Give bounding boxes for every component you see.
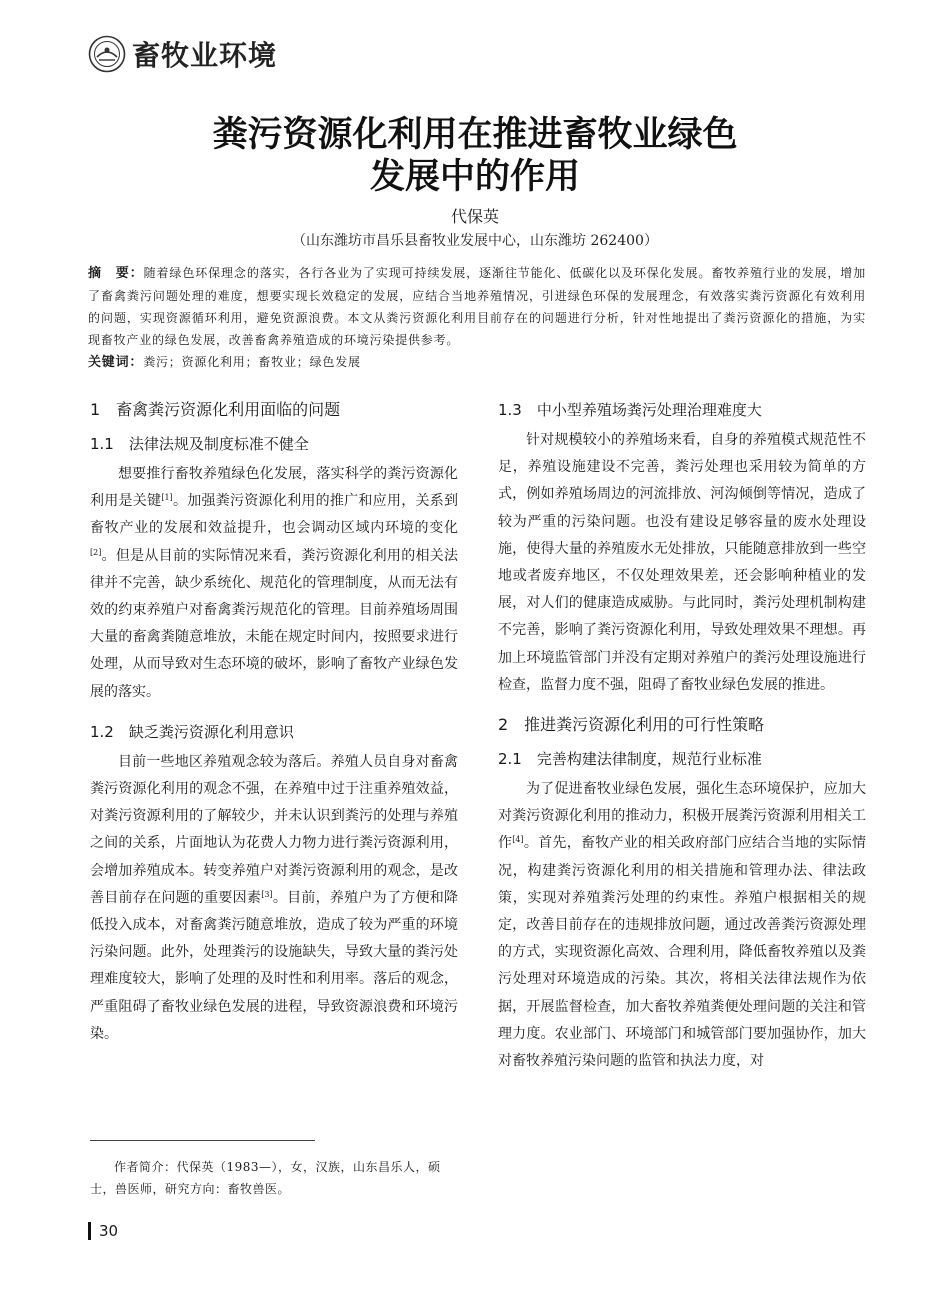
- affiliation: （山东潍坊市昌乐县畜牧业发展中心，山东潍坊 262400）: [292, 233, 658, 249]
- page-number-text: 30: [99, 1222, 119, 1240]
- abstract-label: 摘 要：: [88, 266, 144, 281]
- section-1-2-paragraph: 目前一些地区养殖观念较为落后。养殖人员自身对畜禽粪污资源化利用的观念不强，在养殖中过于注重养殖效益，对粪污资源利用的了解较少，并未认识到粪污的处理与养殖之间的关系，片面地认为花费人力物力进行粪污资源利用，会增加养殖成本。转变养殖户对粪污资源利用的观念，是改善目前存在问题的重要因素[3]。目前，养殖户为了方便和降低投入成本，对畜禽粪污随意堆放，造成了较为严重的环境污染问题。此外，处理粪污的设施缺失，导致大量的粪污处理难度较大，影响了处理的及时性和利用率。落后的观念，严重阻碍了畜牧业绿色发展的进程，导致资源浪费和环境污染。: [90, 753, 459, 1042]
- title-line-2: 发展中的作用: [369, 157, 580, 197]
- section-2-1-heading: 2.1 完善构建法律制度，规范行业标准: [498, 750, 762, 769]
- left-column: [90, 398, 458, 1048]
- keywords-text: 粪污；资源化利用；畜牧业；绿色发展: [143, 355, 361, 369]
- author-footnote: 作者简介：代保英（1983—），女，汉族，山东昌乐人，硕士，兽医师，研究方向：畜牧兽医。: [90, 1160, 441, 1196]
- citation-ref[interactable]: [3]: [261, 889, 273, 899]
- page-number: [88, 1222, 118, 1240]
- citation-ref[interactable]: [4]: [512, 835, 524, 845]
- abstract: [88, 262, 866, 374]
- section-2-1-paragraph: 为了促进畜牧业绿色发展，强化生态环境保护，应加大对粪污资源化利用的推动力，积极开展粪污资源利用相关工作[4]。首先，畜牧产业的相关政府部门应结合当地的实际情况，构建粪污资源化利用的相关措施和管理办法、律法政策，实现对养殖粪污处理的约束性。养殖户根据相关的规定，改善目前存在的违规排放问题，通过改善粪污资源处理的方式，实现资源化高效、合理利用，降低畜牧养殖以及粪污处理对环境造成的污染。其次，将相关法律法规作为依据，开展监督检查，加大畜牧养殖粪便处理问题的关注和管理力度。农业部门、环境部门和城管部门要加强协作，加大对畜牧养殖污染问题的监管和执法力度，对: [498, 781, 867, 1070]
- abstract-body: [88, 262, 866, 351]
- section-1-heading: 1 畜禽粪污资源化利用面临的问题: [90, 400, 341, 419]
- title-line-1: 粪污资源化利用在推进畜牧业绿色: [212, 115, 738, 155]
- abstract-text: 随着绿色环保理念的落实，各行各业为了实现可持续发展，逐渐往节能化、低碳化以及环保化发展。畜牧养殖行业的发展，增加了畜禽粪污问题处理的难度，想要实现长效稳定的发展，应结合当地养殖情况，引进绿色环保的发展理念，有效落实粪污资源化有效利用的问题，实现资源循环利用，避免资源浪费。本文从粪污资源化利用目前存在的问题进行分析，针对性地提出了粪污资源化的措施，为实现畜牧产业的绿色发展，改善畜禽养殖造成的环境污染提供参考。: [88, 266, 866, 347]
- author: 代保英: [450, 207, 499, 226]
- page-number-bar: [88, 1222, 91, 1240]
- section-1-3-paragraph: 针对规模较小的养殖场来看，自身的养殖模式规范性不足，养殖设施建设不完善，粪污处理也采用较为简单的方式，例如养殖场周边的河流排放、河沟倾倒等情况，造成了较为严重的污染问题。也没有建设足够容量的废水处理设施，使得大量的养殖废水无处排放，只能随意排放到一些空地或者废弃地区，不仅处理效果差，还会影响种植业的发展，对人们的健康造成威胁。与此同时，粪污处理机制构建不完善，影响了粪污资源化利用，导致处理效果不理想。再加上环境监管部门并没有定期对养殖户的粪污处理设施进行检查，监督力度不强，阻碍了畜牧业绿色发展的推进。: [498, 432, 866, 693]
- citation-ref[interactable]: [2]: [90, 547, 102, 557]
- journal-name: 畜牧业环境: [132, 39, 278, 72]
- citation-ref[interactable]: [1]: [161, 493, 173, 503]
- section-2-heading: 2 推进粪污资源化利用的可行性策略: [498, 715, 765, 735]
- footnote-divider: [90, 1140, 315, 1141]
- journal-seal-icon: [88, 35, 126, 73]
- journal-header: [88, 34, 277, 74]
- keywords: [88, 351, 866, 374]
- keywords-label: 关键词：: [88, 355, 144, 370]
- section-1-1-heading: 1.1 法律法规及制度标准不健全: [90, 435, 309, 453]
- right-column: [498, 398, 866, 1075]
- section-1-3-heading: 1.3 中小型养殖场粪污处理治理难度大: [498, 401, 762, 419]
- section-1-1-paragraph: 想要推行畜牧养殖绿色化发展，落实科学的粪污资源化利用是关键[1]。加强粪污资源化利用的推广和应用，关系到畜牧产业的发展和效益提升，也会调动区域内环境的变化[2]。但是从目前的实际情况来看，粪污资源化利用的相关法律并不完善，缺少系统化、规范化的管理制度，从而无法有效的约束养殖户对畜禽粪污规范化的管理。目前养殖场周围大量的畜禽粪随意堆放，未能在规定时间内，按照要求进行处理，从而导致对生态环境的破坏，影响了畜牧产业绿色发展的落实。: [90, 466, 459, 700]
- paper-title: [0, 114, 950, 198]
- section-1-2-heading: 1.2 缺乏粪污资源化利用意识: [90, 722, 294, 741]
